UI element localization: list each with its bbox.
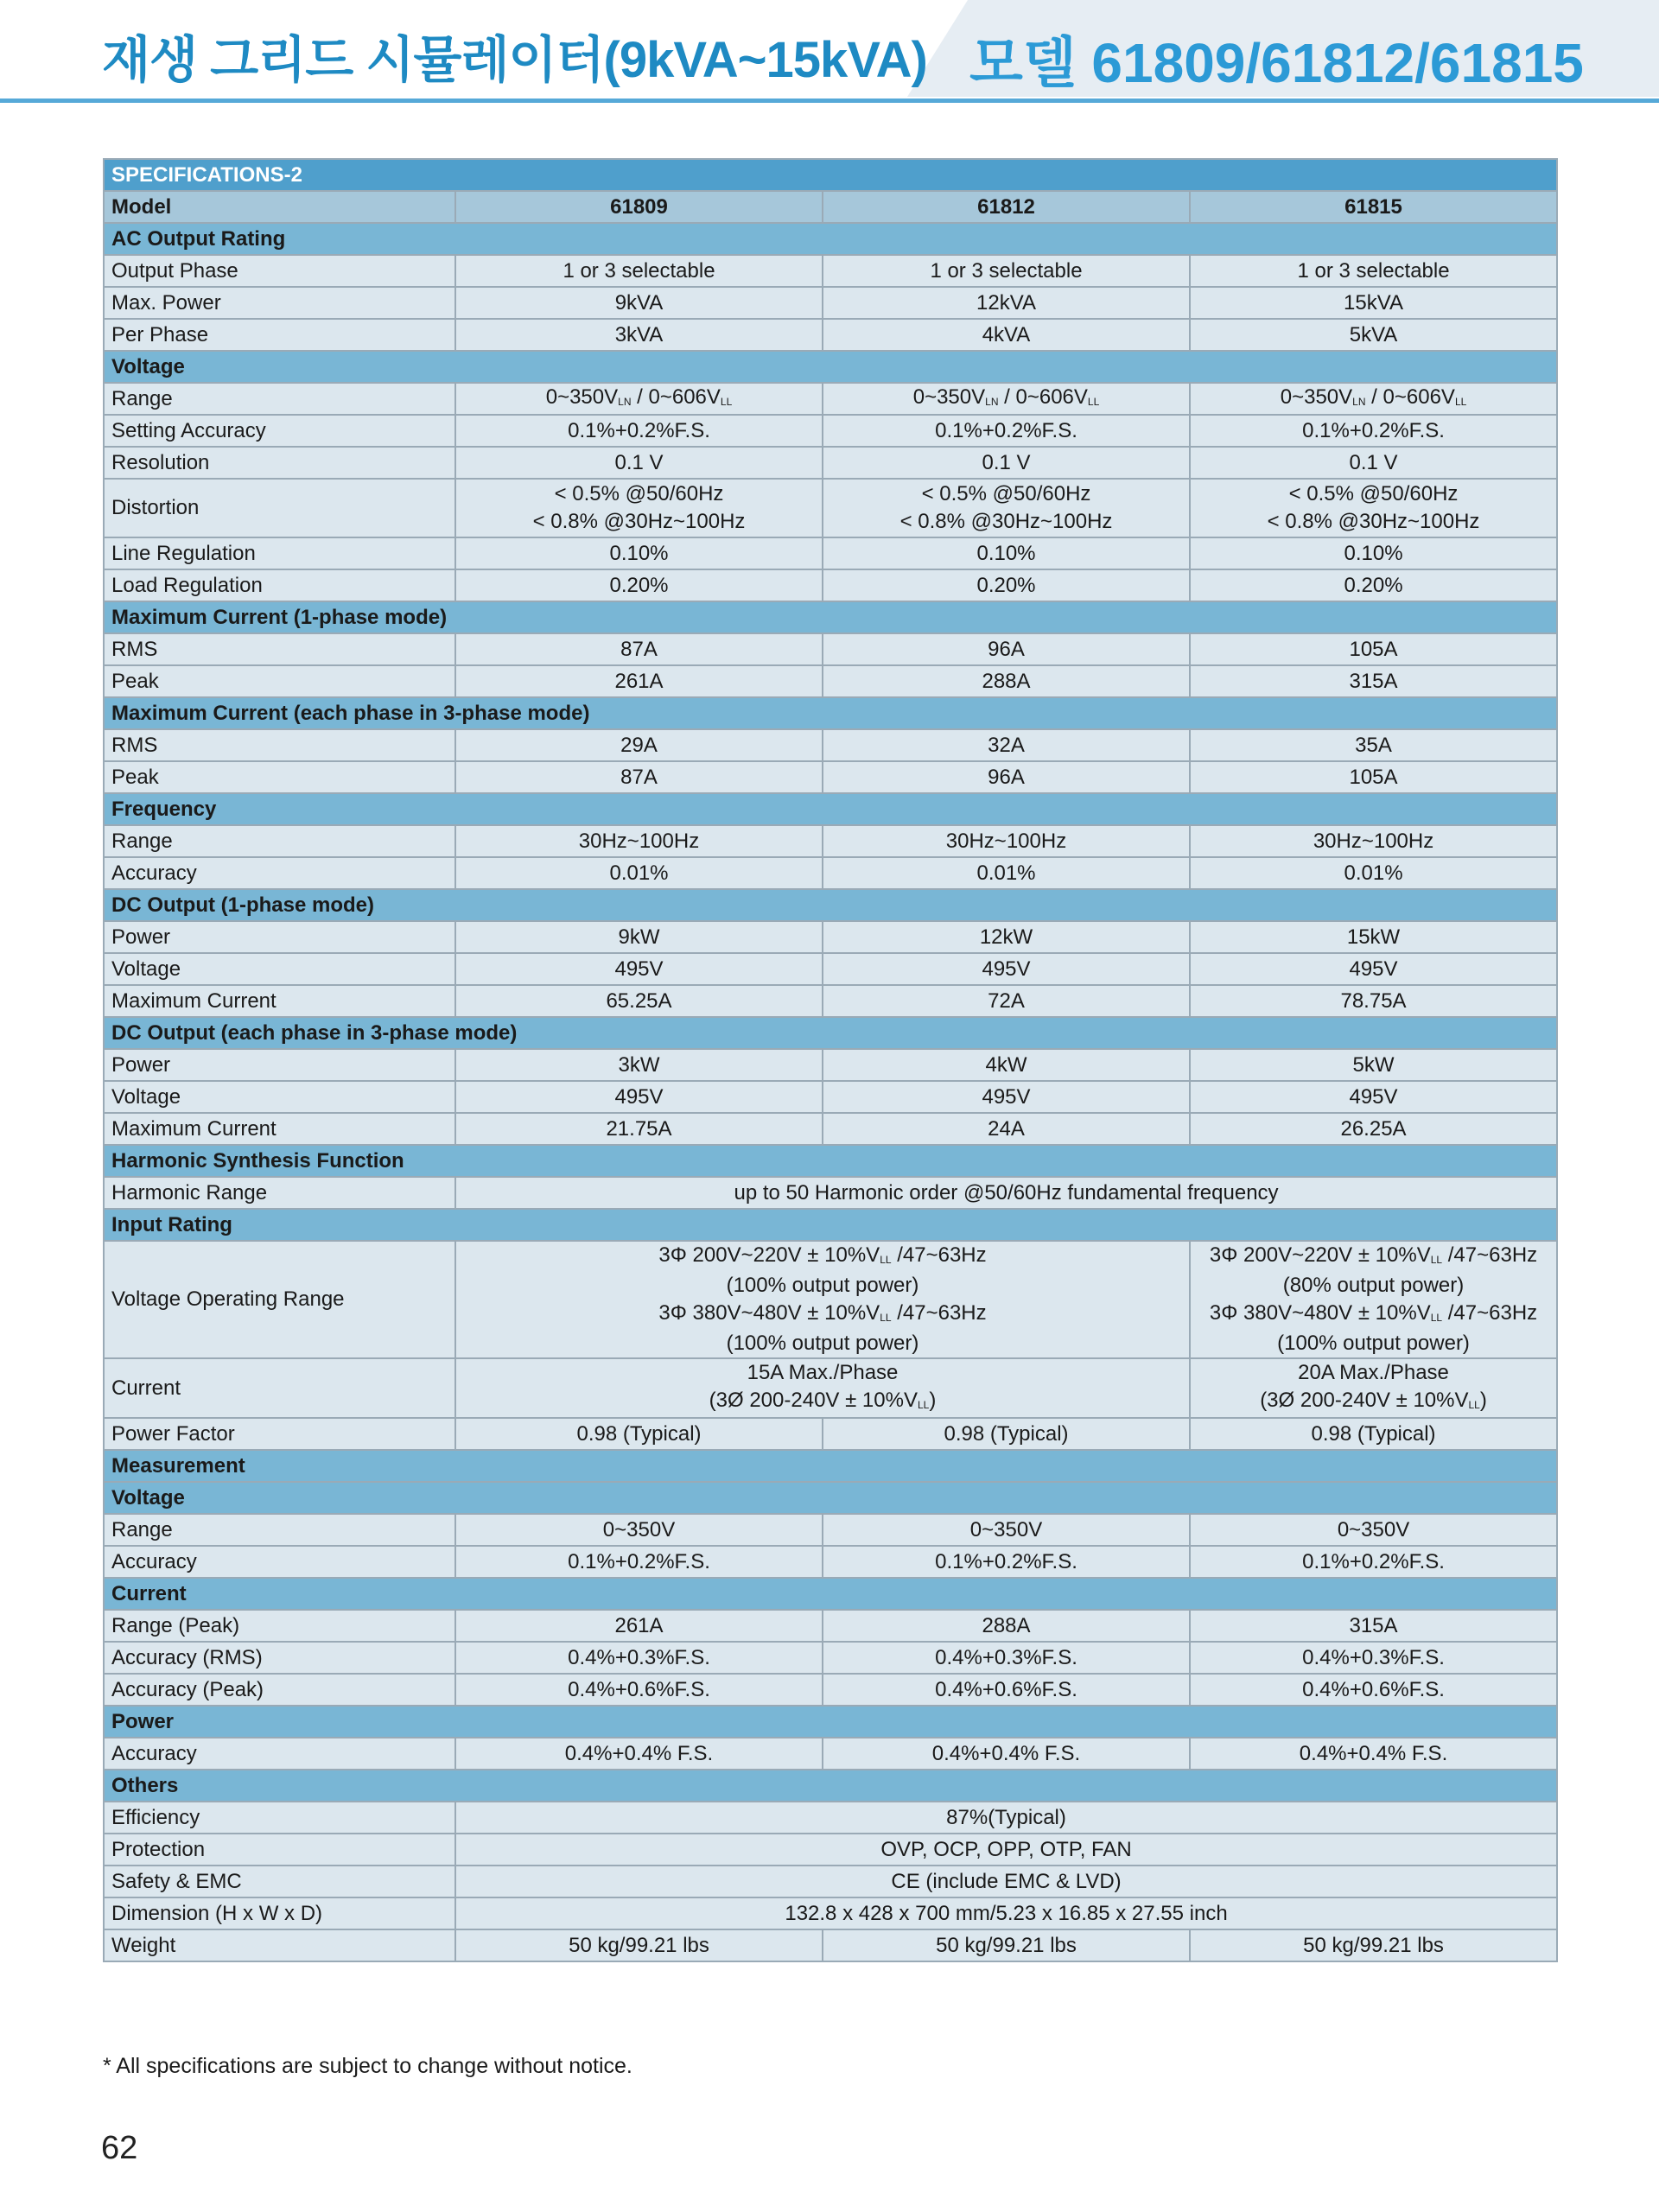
table-row: [104, 1113, 1557, 1145]
table-row: [104, 415, 1557, 447]
cell: CE (include EMC & LVD): [455, 1866, 1557, 1897]
table-row: [104, 1049, 1557, 1081]
cell: $0\sim 350V_{LN}$ / $0\sim 606V_{LL}$: [823, 383, 1190, 415]
cell: < 0.5% @50/60Hz < 0.8% @30Hz~100Hz: [1190, 479, 1557, 537]
row-label: RMS: [104, 729, 455, 761]
cell: 1 or 3 selectable: [455, 255, 823, 287]
cell: 495V: [823, 953, 1190, 985]
header-divider: [0, 99, 1659, 103]
table-row: [104, 825, 1557, 857]
cell: 288A: [823, 665, 1190, 697]
cell: 0.1%+0.2%F.S.: [1190, 1546, 1557, 1578]
section-header: Maximum Current (1-phase mode): [104, 601, 1557, 633]
row-label: Efficiency: [104, 1802, 455, 1834]
table-row: [104, 1929, 1557, 1961]
cell: 0.20%: [823, 569, 1190, 601]
table-row: [104, 1802, 1557, 1834]
table-row: [104, 319, 1557, 351]
cell: 1 or 3 selectable: [823, 255, 1190, 287]
table-row: [104, 569, 1557, 601]
cell: 0.4%+0.6%F.S.: [823, 1674, 1190, 1706]
cell: 50 kg/99.21 lbs: [1190, 1929, 1557, 1961]
cell: 4kW: [823, 1049, 1190, 1081]
row-label: Protection: [104, 1834, 455, 1866]
cell: 288A: [823, 1610, 1190, 1642]
row-label: Accuracy: [104, 1546, 455, 1578]
section-header: Voltage: [104, 351, 1557, 383]
row-label: Maximum Current: [104, 985, 455, 1017]
cell: 0.10%: [1190, 537, 1557, 569]
model-label: Model: [104, 191, 455, 223]
cell: 87A: [455, 761, 823, 793]
table-caption: SPECIFICATIONS-2: [104, 159, 1557, 191]
cell: 5kW: [1190, 1049, 1557, 1081]
cell: 9kW: [455, 921, 823, 953]
row-label: Load Regulation: [104, 569, 455, 601]
cell: 0.1%+0.2%F.S.: [455, 1546, 823, 1578]
cell: OVP, OCP, OPP, OTP, FAN: [455, 1834, 1557, 1866]
table-row: [104, 1738, 1557, 1770]
row-label: Dimension (H x W x D): [104, 1897, 455, 1929]
row-label: Line Regulation: [104, 537, 455, 569]
row-label: Setting Accuracy: [104, 415, 455, 447]
cell: 3Φ 200V~220V ± $10\%V_{LL}$ /47~63Hz (100% output power) 3Φ 380V~480V ± $10\%V_{LL}$ /47~63Hz (100% output power): [455, 1241, 1190, 1358]
table-row: [104, 953, 1557, 985]
cell: 4kVA: [823, 319, 1190, 351]
table-row: [104, 1081, 1557, 1113]
row-label: Peak: [104, 761, 455, 793]
table-row: [104, 729, 1557, 761]
cell: 0.1%+0.2%F.S.: [823, 415, 1190, 447]
cell: < 0.5% @50/60Hz < 0.8% @30Hz~100Hz: [823, 479, 1190, 537]
cell: 0.01%: [455, 857, 823, 889]
table-row: [104, 255, 1557, 287]
cell: 0.1 V: [823, 447, 1190, 479]
model-header: 61809: [455, 191, 823, 223]
cell: 315A: [1190, 665, 1557, 697]
model-header: 61815: [1190, 191, 1557, 223]
cell: 15kVA: [1190, 287, 1557, 319]
row-label: Harmonic Range: [104, 1177, 455, 1209]
cell: 96A: [823, 633, 1190, 665]
table-row: [104, 1241, 1557, 1358]
cell: 0~350V: [1190, 1514, 1557, 1546]
row-label: Weight: [104, 1929, 455, 1961]
cell: 3kW: [455, 1049, 823, 1081]
cell: 96A: [823, 761, 1190, 793]
row-label: Voltage Operating Range: [104, 1241, 455, 1358]
table-row: [104, 1418, 1557, 1450]
cell: 5kVA: [1190, 319, 1557, 351]
table-row: [104, 447, 1557, 479]
row-label: Range: [104, 825, 455, 857]
cell: 3Φ 200V~220V ± $10\%V_{LL}$ /47~63Hz (80% output power) 3Φ 380V~480V ± $10\%V_{LL}$ /47~63Hz (100% output power): [1190, 1241, 1557, 1358]
cell: 105A: [1190, 761, 1557, 793]
cell: 20A Max./Phase (3Ø $200-240V \pm 10\%V_{LL}$): [1190, 1358, 1557, 1418]
row-label: Range: [104, 1514, 455, 1546]
cell: 0.10%: [455, 537, 823, 569]
table-row: [104, 1834, 1557, 1866]
row-label: Safety & EMC: [104, 1866, 455, 1897]
cell: 3kVA: [455, 319, 823, 351]
cell: 0.4%+0.6%F.S.: [455, 1674, 823, 1706]
cell: 0.1 V: [1190, 447, 1557, 479]
cell: 0.01%: [823, 857, 1190, 889]
cell: 495V: [455, 1081, 823, 1113]
table-row: [104, 1358, 1557, 1418]
cell: 0.1%+0.2%F.S.: [823, 1546, 1190, 1578]
cell: 24A: [823, 1113, 1190, 1145]
page-number: 62: [101, 2130, 138, 2166]
table-row: [104, 857, 1557, 889]
footnote: * All specifications are subject to change without notice.: [103, 2054, 632, 2078]
cell: 35A: [1190, 729, 1557, 761]
row-label: Maximum Current: [104, 1113, 455, 1145]
cell: 0.1 V: [455, 447, 823, 479]
cell: 0.10%: [823, 537, 1190, 569]
table-row: [104, 921, 1557, 953]
cell: 87%(Typical): [455, 1802, 1557, 1834]
cell: up to 50 Harmonic order @50/60Hz fundamental frequency: [455, 1177, 1557, 1209]
cell: 132.8 x 428 x 700 mm/5.23 x 16.85 x 27.55 inch: [455, 1897, 1557, 1929]
section-header: Input Rating: [104, 1209, 1557, 1241]
table-row: [104, 633, 1557, 665]
section-header: Others: [104, 1770, 1557, 1802]
cell: 50 kg/99.21 lbs: [455, 1929, 823, 1961]
cell: 21.75A: [455, 1113, 823, 1145]
row-label: Power: [104, 1049, 455, 1081]
cell: 495V: [1190, 1081, 1557, 1113]
page-header: [0, 0, 1659, 102]
cell: 12kW: [823, 921, 1190, 953]
row-label: Peak: [104, 665, 455, 697]
cell: 495V: [1190, 953, 1557, 985]
section-header: Harmonic Synthesis Function: [104, 1145, 1557, 1177]
table-row: [104, 287, 1557, 319]
cell: $0\sim 350V_{LN}$ / $0\sim 606V_{LL}$: [1190, 383, 1557, 415]
row-label: Distortion: [104, 479, 455, 537]
cell: 12kVA: [823, 287, 1190, 319]
row-label: Per Phase: [104, 319, 455, 351]
cell: 1 or 3 selectable: [1190, 255, 1557, 287]
cell: 495V: [823, 1081, 1190, 1113]
cell: 9kVA: [455, 287, 823, 319]
table-row: [104, 1610, 1557, 1642]
cell: 0.4%+0.4% F.S.: [455, 1738, 823, 1770]
cell: 72A: [823, 985, 1190, 1017]
cell: 65.25A: [455, 985, 823, 1017]
subsection-header: Power: [104, 1706, 1557, 1738]
cell: 0.4%+0.6%F.S.: [1190, 1674, 1557, 1706]
cell: 0.4%+0.4% F.S.: [1190, 1738, 1557, 1770]
cell: 0.20%: [455, 569, 823, 601]
row-label: Power Factor: [104, 1418, 455, 1450]
row-label: Range (Peak): [104, 1610, 455, 1642]
row-label: Resolution: [104, 447, 455, 479]
table-row: [104, 1642, 1557, 1674]
table-row: [104, 1674, 1557, 1706]
cell: 261A: [455, 665, 823, 697]
row-label: Current: [104, 1358, 455, 1418]
section-header: AC Output Rating: [104, 223, 1557, 255]
cell: 0.98 (Typical): [1190, 1418, 1557, 1450]
cell: 29A: [455, 729, 823, 761]
row-label: Accuracy (RMS): [104, 1642, 455, 1674]
section-header: DC Output (each phase in 3-phase mode): [104, 1017, 1557, 1049]
row-label: Accuracy (Peak): [104, 1674, 455, 1706]
cell: 26.25A: [1190, 1113, 1557, 1145]
cell: 0.1%+0.2%F.S.: [1190, 415, 1557, 447]
cell: 0.98 (Typical): [455, 1418, 823, 1450]
cell: 87A: [455, 633, 823, 665]
cell: 0.98 (Typical): [823, 1418, 1190, 1450]
cell: 0.4%+0.3%F.S.: [455, 1642, 823, 1674]
row-label: Range: [104, 383, 455, 415]
table-row: [104, 1866, 1557, 1897]
table-row: [104, 665, 1557, 697]
cell: $0\sim 350V_{LN}$ / $0\sim 606V_{LL}$: [455, 383, 823, 415]
cell: 30Hz~100Hz: [823, 825, 1190, 857]
row-label: Voltage: [104, 1081, 455, 1113]
cell: 0.4%+0.3%F.S.: [1190, 1642, 1557, 1674]
row-label: Accuracy: [104, 857, 455, 889]
table-row: [104, 985, 1557, 1017]
table-row: [104, 761, 1557, 793]
section-header: Frequency: [104, 793, 1557, 825]
section-header: Maximum Current (each phase in 3-phase mode): [104, 697, 1557, 729]
table-row: [104, 383, 1557, 415]
row-label: Accuracy: [104, 1738, 455, 1770]
page-title: 재생 그리드 시뮬레이터(9kVA~15kVA): [102, 32, 927, 88]
cell: 0.4%+0.4% F.S.: [823, 1738, 1190, 1770]
cell: 0.4%+0.3%F.S.: [823, 1642, 1190, 1674]
cell: 495V: [455, 953, 823, 985]
cell: 105A: [1190, 633, 1557, 665]
table-row: [104, 1514, 1557, 1546]
section-header: DC Output (1-phase mode): [104, 889, 1557, 921]
specifications-table: [103, 158, 1558, 1962]
table-row: [104, 1177, 1557, 1209]
cell: 15A Max./Phase (3Ø $200-240V \pm 10\%V_{LL}$): [455, 1358, 1190, 1418]
cell: 30Hz~100Hz: [455, 825, 823, 857]
row-label: RMS: [104, 633, 455, 665]
cell: 30Hz~100Hz: [1190, 825, 1557, 857]
cell: 261A: [455, 1610, 823, 1642]
cell: 78.75A: [1190, 985, 1557, 1017]
table-row: [104, 1897, 1557, 1929]
table-row: [104, 1546, 1557, 1578]
cell: 0~350V: [823, 1514, 1190, 1546]
model-header: 61812: [823, 191, 1190, 223]
cell: < 0.5% @50/60Hz < 0.8% @30Hz~100Hz: [455, 479, 823, 537]
table-row: [104, 537, 1557, 569]
cell: 0.1%+0.2%F.S.: [455, 415, 823, 447]
cell: 15kW: [1190, 921, 1557, 953]
cell: 0~350V: [455, 1514, 823, 1546]
row-label: Max. Power: [104, 287, 455, 319]
subsection-header: Voltage: [104, 1482, 1557, 1514]
cell: 315A: [1190, 1610, 1557, 1642]
cell: 32A: [823, 729, 1190, 761]
table-row: [104, 479, 1557, 537]
cell: 50 kg/99.21 lbs: [823, 1929, 1190, 1961]
row-label: Output Phase: [104, 255, 455, 287]
subsection-header: Current: [104, 1578, 1557, 1610]
section-header: Measurement: [104, 1450, 1557, 1482]
cell: 0.01%: [1190, 857, 1557, 889]
cell: 0.20%: [1190, 569, 1557, 601]
row-label: Power: [104, 921, 455, 953]
row-label: Voltage: [104, 953, 455, 985]
model-numbers: 모델 61809/61812/61815: [969, 32, 1584, 94]
